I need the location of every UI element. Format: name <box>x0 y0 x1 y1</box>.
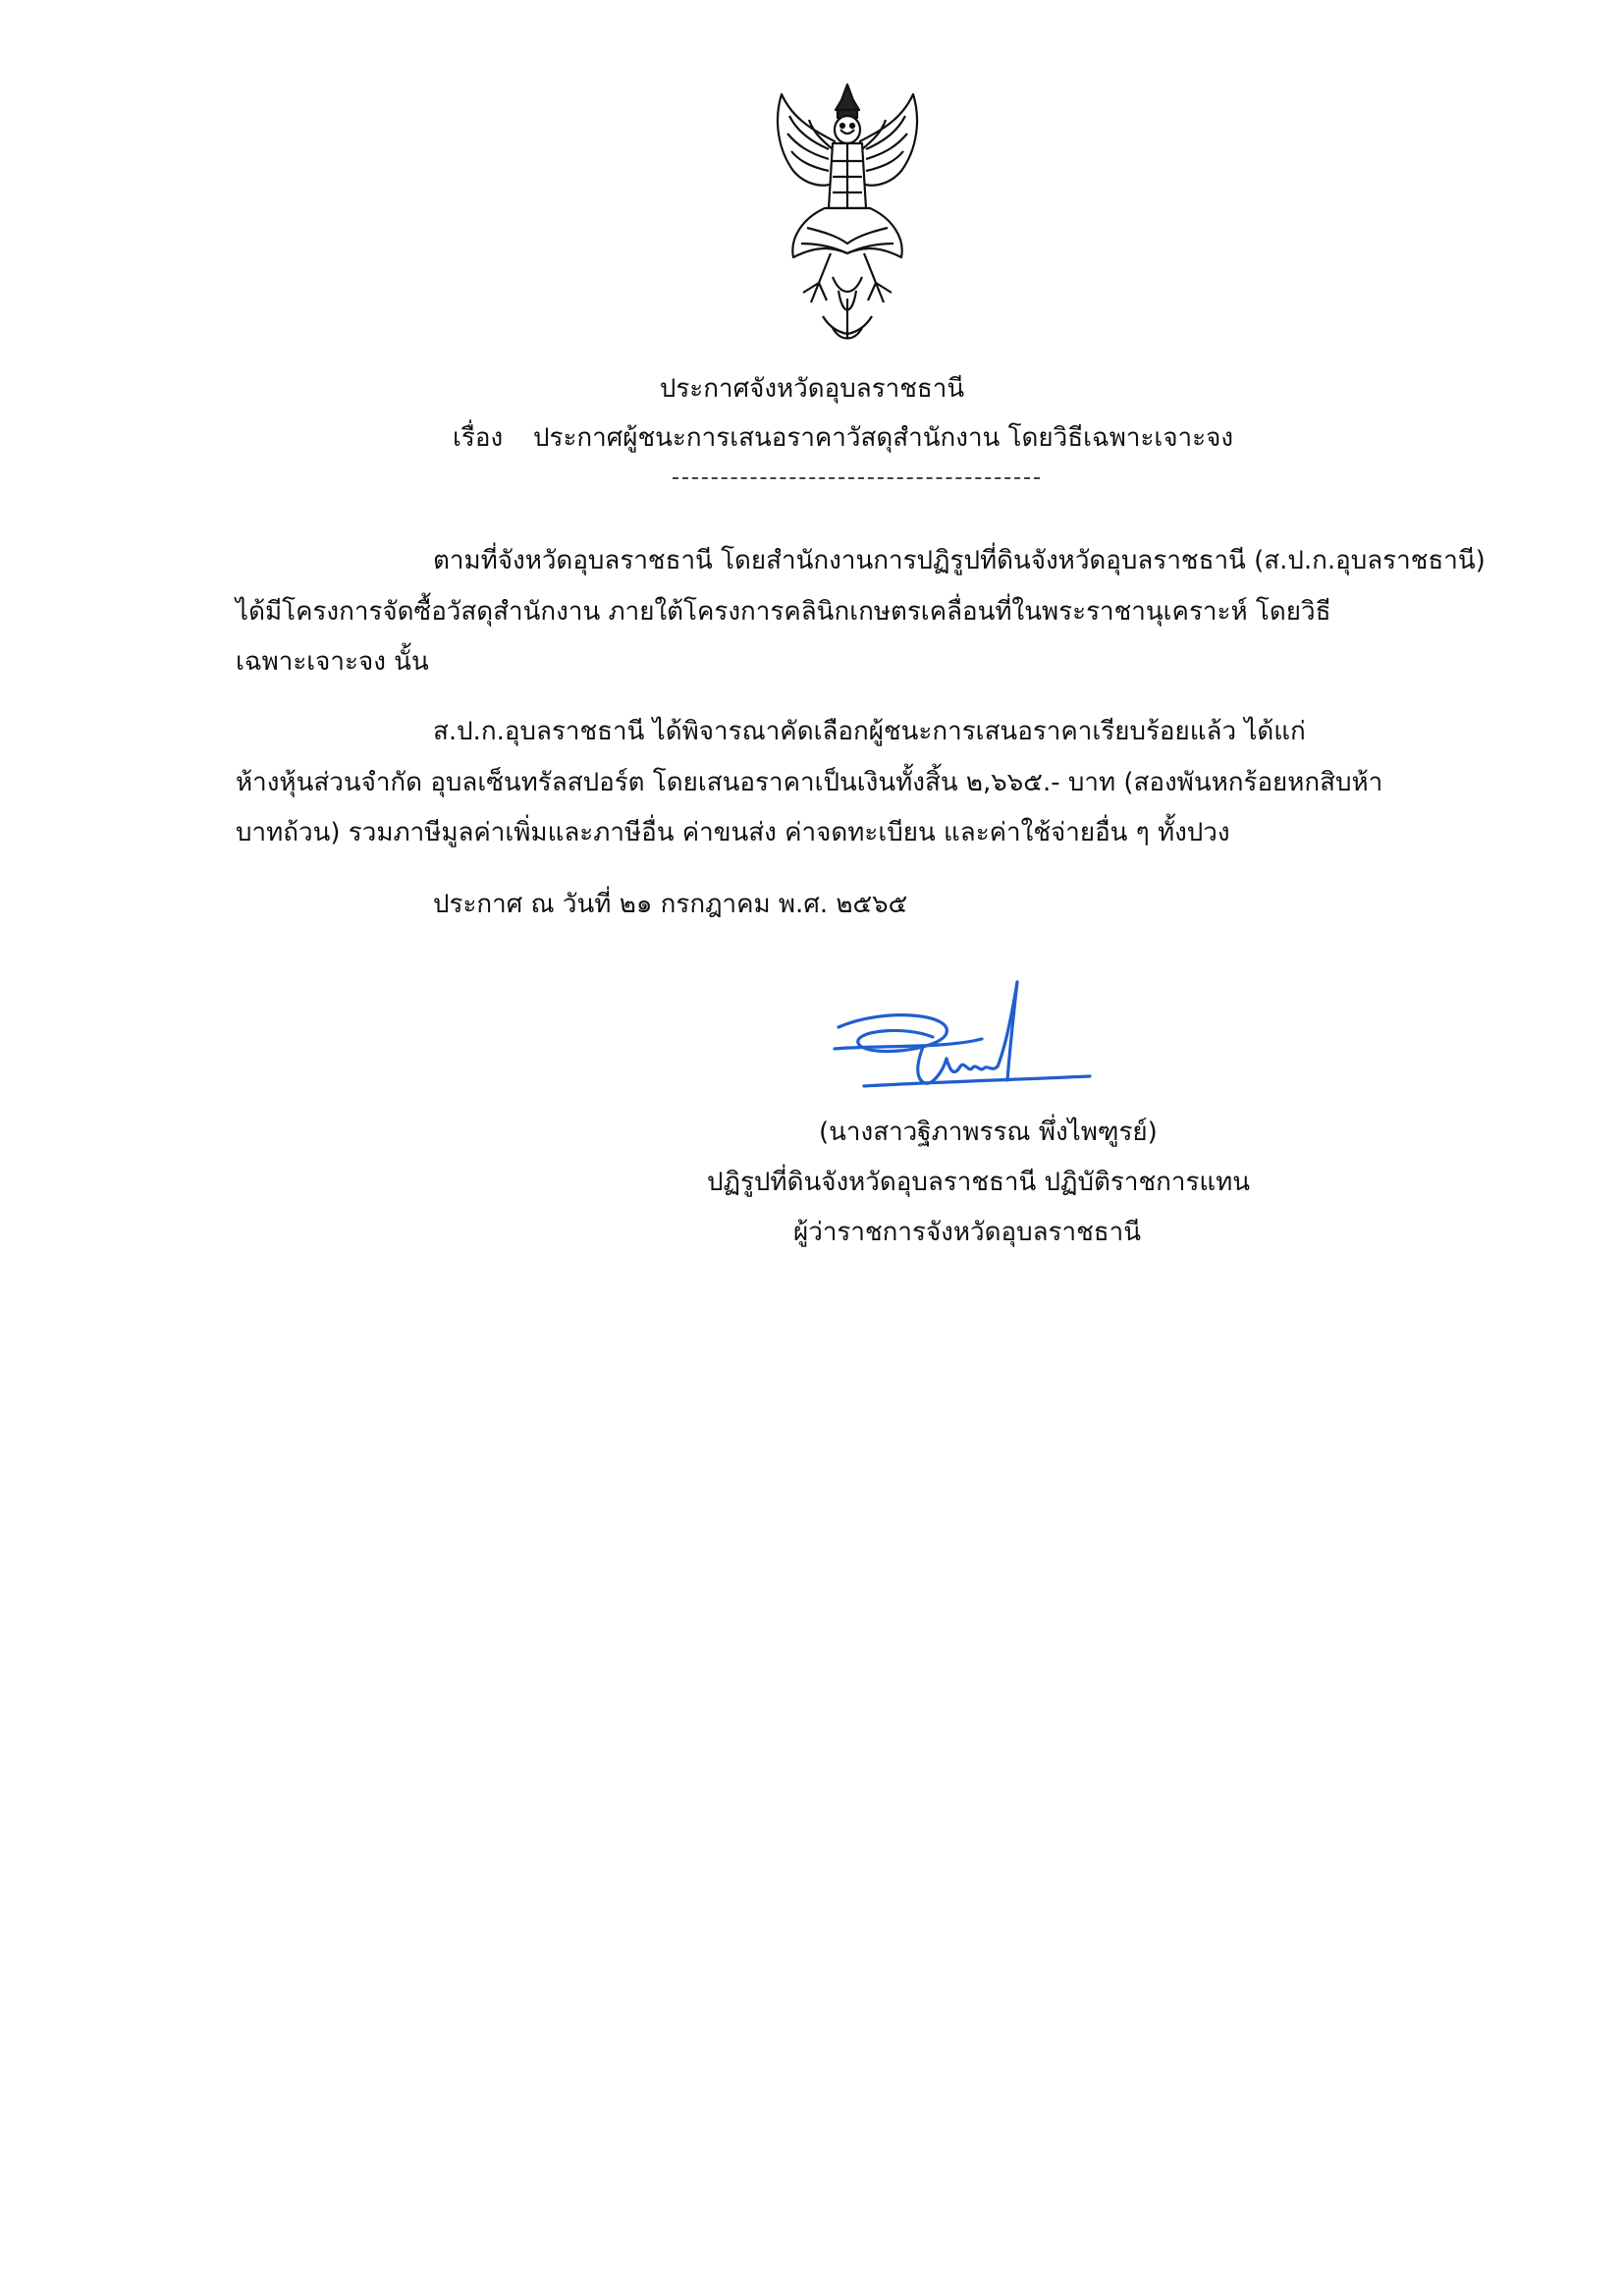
subject-label: เรื่อง <box>453 423 504 453</box>
signatory-name: (นางสาวฐิภาพรรณ พึ่งไพฑูรย์) <box>819 1118 1158 1147</box>
announcement-date: ประกาศ ณ วันที่ ๒๑ กรกฎาคม พ.ศ. ๒๕๖๕ <box>433 890 908 919</box>
signatory-position-line2: ผู้ว่าราชการจังหวัดอุบลราชธานี <box>793 1218 1142 1247</box>
signatory-position-line1: ปฏิรูปที่ดินจังหวัดอุบลราชธานี ปฏิบัติราชการแทน <box>707 1168 1251 1197</box>
paragraph2-line1: ส.ป.ก.อุบลราชธานี ได้พิจารณาคัดเลือกผู้ชนะการเสนอราคาเรียบร้อยแล้ว ได้แก่ <box>433 717 1306 746</box>
handwritten-signature <box>825 978 1100 1106</box>
paragraph2-line2: ห้างหุ้นส่วนจำกัด อุบลเซ็นทรัลสปอร์ต โดยเสนอราคาเป็นเงินทั้งสิ้น ๒,๖๖๕.- บาท (สองพันหกร้อยหกสิบห้า <box>236 768 1383 797</box>
paragraph1-line2: ได้มีโครงการจัดซื้อวัสดุสำนักงาน ภายใต้โครงการคลินิกเกษตรเคลื่อนที่ในพระราชานุเคราะห์ โดยวิธี <box>236 597 1331 627</box>
subject-text: ประกาศผู้ชนะการเสนอราคาวัสดุสำนักงาน โดยวิธีเฉพาะเจาะจง <box>533 423 1234 453</box>
title-separator <box>673 477 1040 479</box>
paragraph1-line1: ตามที่จังหวัดอุบลราชธานี โดยสำนักงานการปฏิรูปที่ดินจังหวัดอุบลราชธานี (ส.ป.ก.อุบลราชธานี) <box>433 546 1486 575</box>
document-title: ประกาศจังหวัดอุบลราชธานี <box>659 374 965 404</box>
paragraph2-line3: บาทถ้วน) รวมภาษีมูลค่าเพิ่มและภาษีอื่น ค่าขนส่ง ค่าจดทะเบียน และค่าใช้จ่ายอื่น ๆ ทั้งปวง <box>236 818 1230 847</box>
garuda-emblem-icon <box>764 81 931 348</box>
paragraph1-line3: เฉพาะเจาะจง นั้น <box>236 647 429 677</box>
